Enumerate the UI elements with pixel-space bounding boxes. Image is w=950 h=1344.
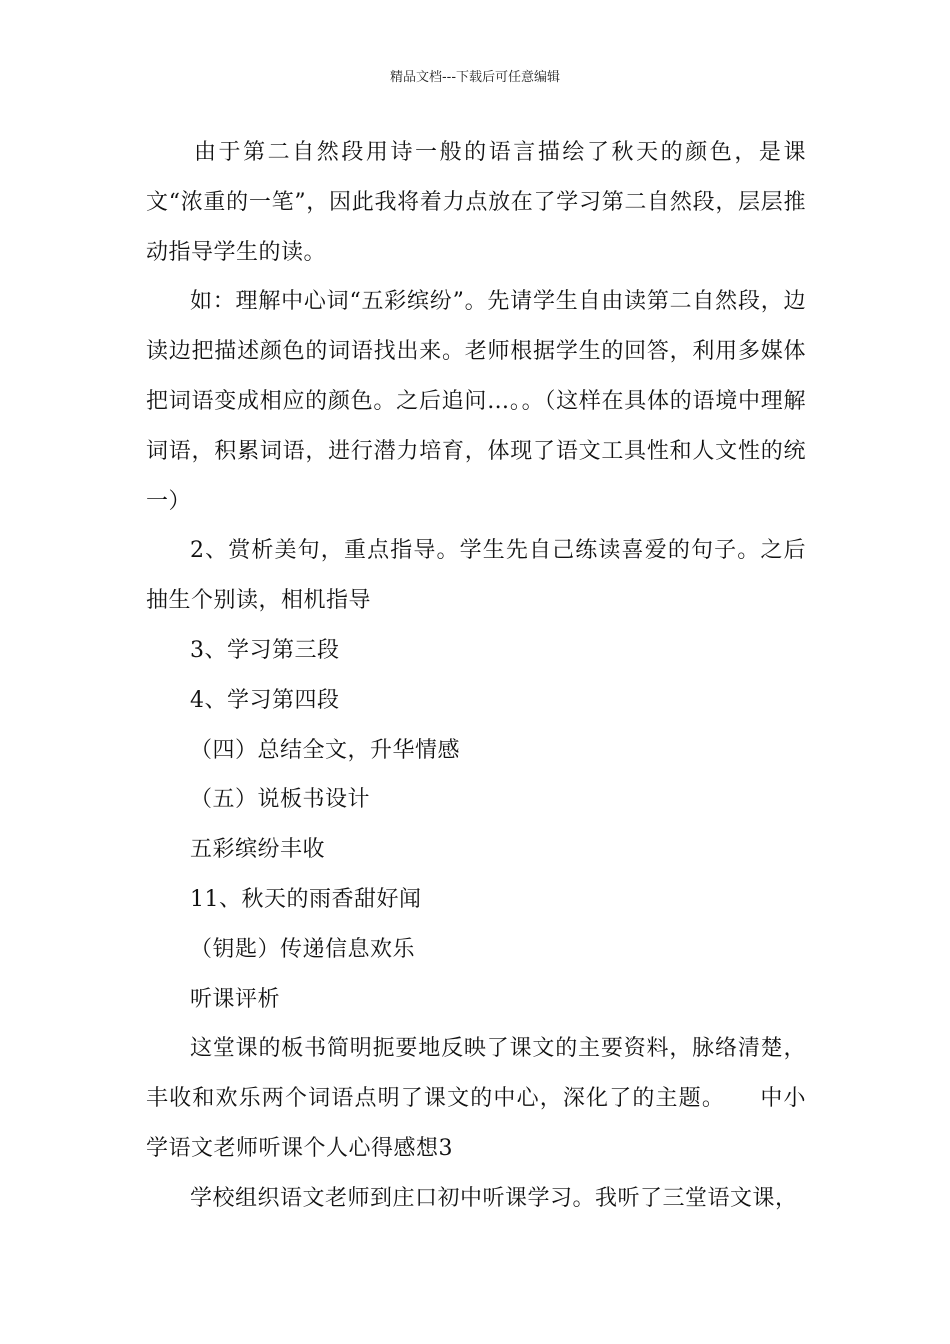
paragraph: 2、赏析美句，重点指导。学生先自己练读喜爱的句子。之后抽生个别读，相机指导	[146, 538, 806, 614]
paragraph: 这堂课的板书简明扼要地反映了课文的主要资料，脉络清楚，丰收和欢乐两个词语点明了课文的中心，深化了的主题。 中小学语文老师听课个人心得感想3	[146, 1036, 806, 1161]
paragraph: 五彩缤纷丰收	[190, 837, 326, 863]
paragraph: （四）总结全文，升华情感	[190, 737, 461, 763]
paragraph: （钥匙）传递信息欢乐	[190, 936, 416, 962]
paragraph: 由于第二自然段用诗一般的语言描绘了秋天的颜色，是课文“浓重的一笔”，因此我将着力点放在了学习第二自然段，层层推动指导学生的读。	[146, 140, 806, 265]
paragraph: 3、学习第三段	[190, 637, 340, 663]
paragraph: 听课评析	[190, 986, 281, 1012]
paragraph: 4、学习第四段	[190, 687, 340, 713]
page-header: 精品文档---下载后可任意编辑	[389, 70, 561, 85]
paragraph: 如：理解中心词“五彩缤纷”。先请学生自由读第二自然段，边读边把描述颜色的词语找出来。老师根据学生的回答，利用多媒体把词语变成相应的颜色。之后追问…。。（这样在具体的语境中理解词语，积累词语，进行潜力培育，体现了语文工具性和人文性的统一）	[146, 289, 806, 514]
document-body	[146, 128, 806, 1224]
paragraph: 11、秋天的雨香甜好闻	[190, 886, 422, 912]
paragraph: （五）说板书设计	[190, 787, 371, 813]
paragraph: 学校组织语文老师到庄口初中听课学习。我听了三堂语文课，	[190, 1185, 798, 1211]
